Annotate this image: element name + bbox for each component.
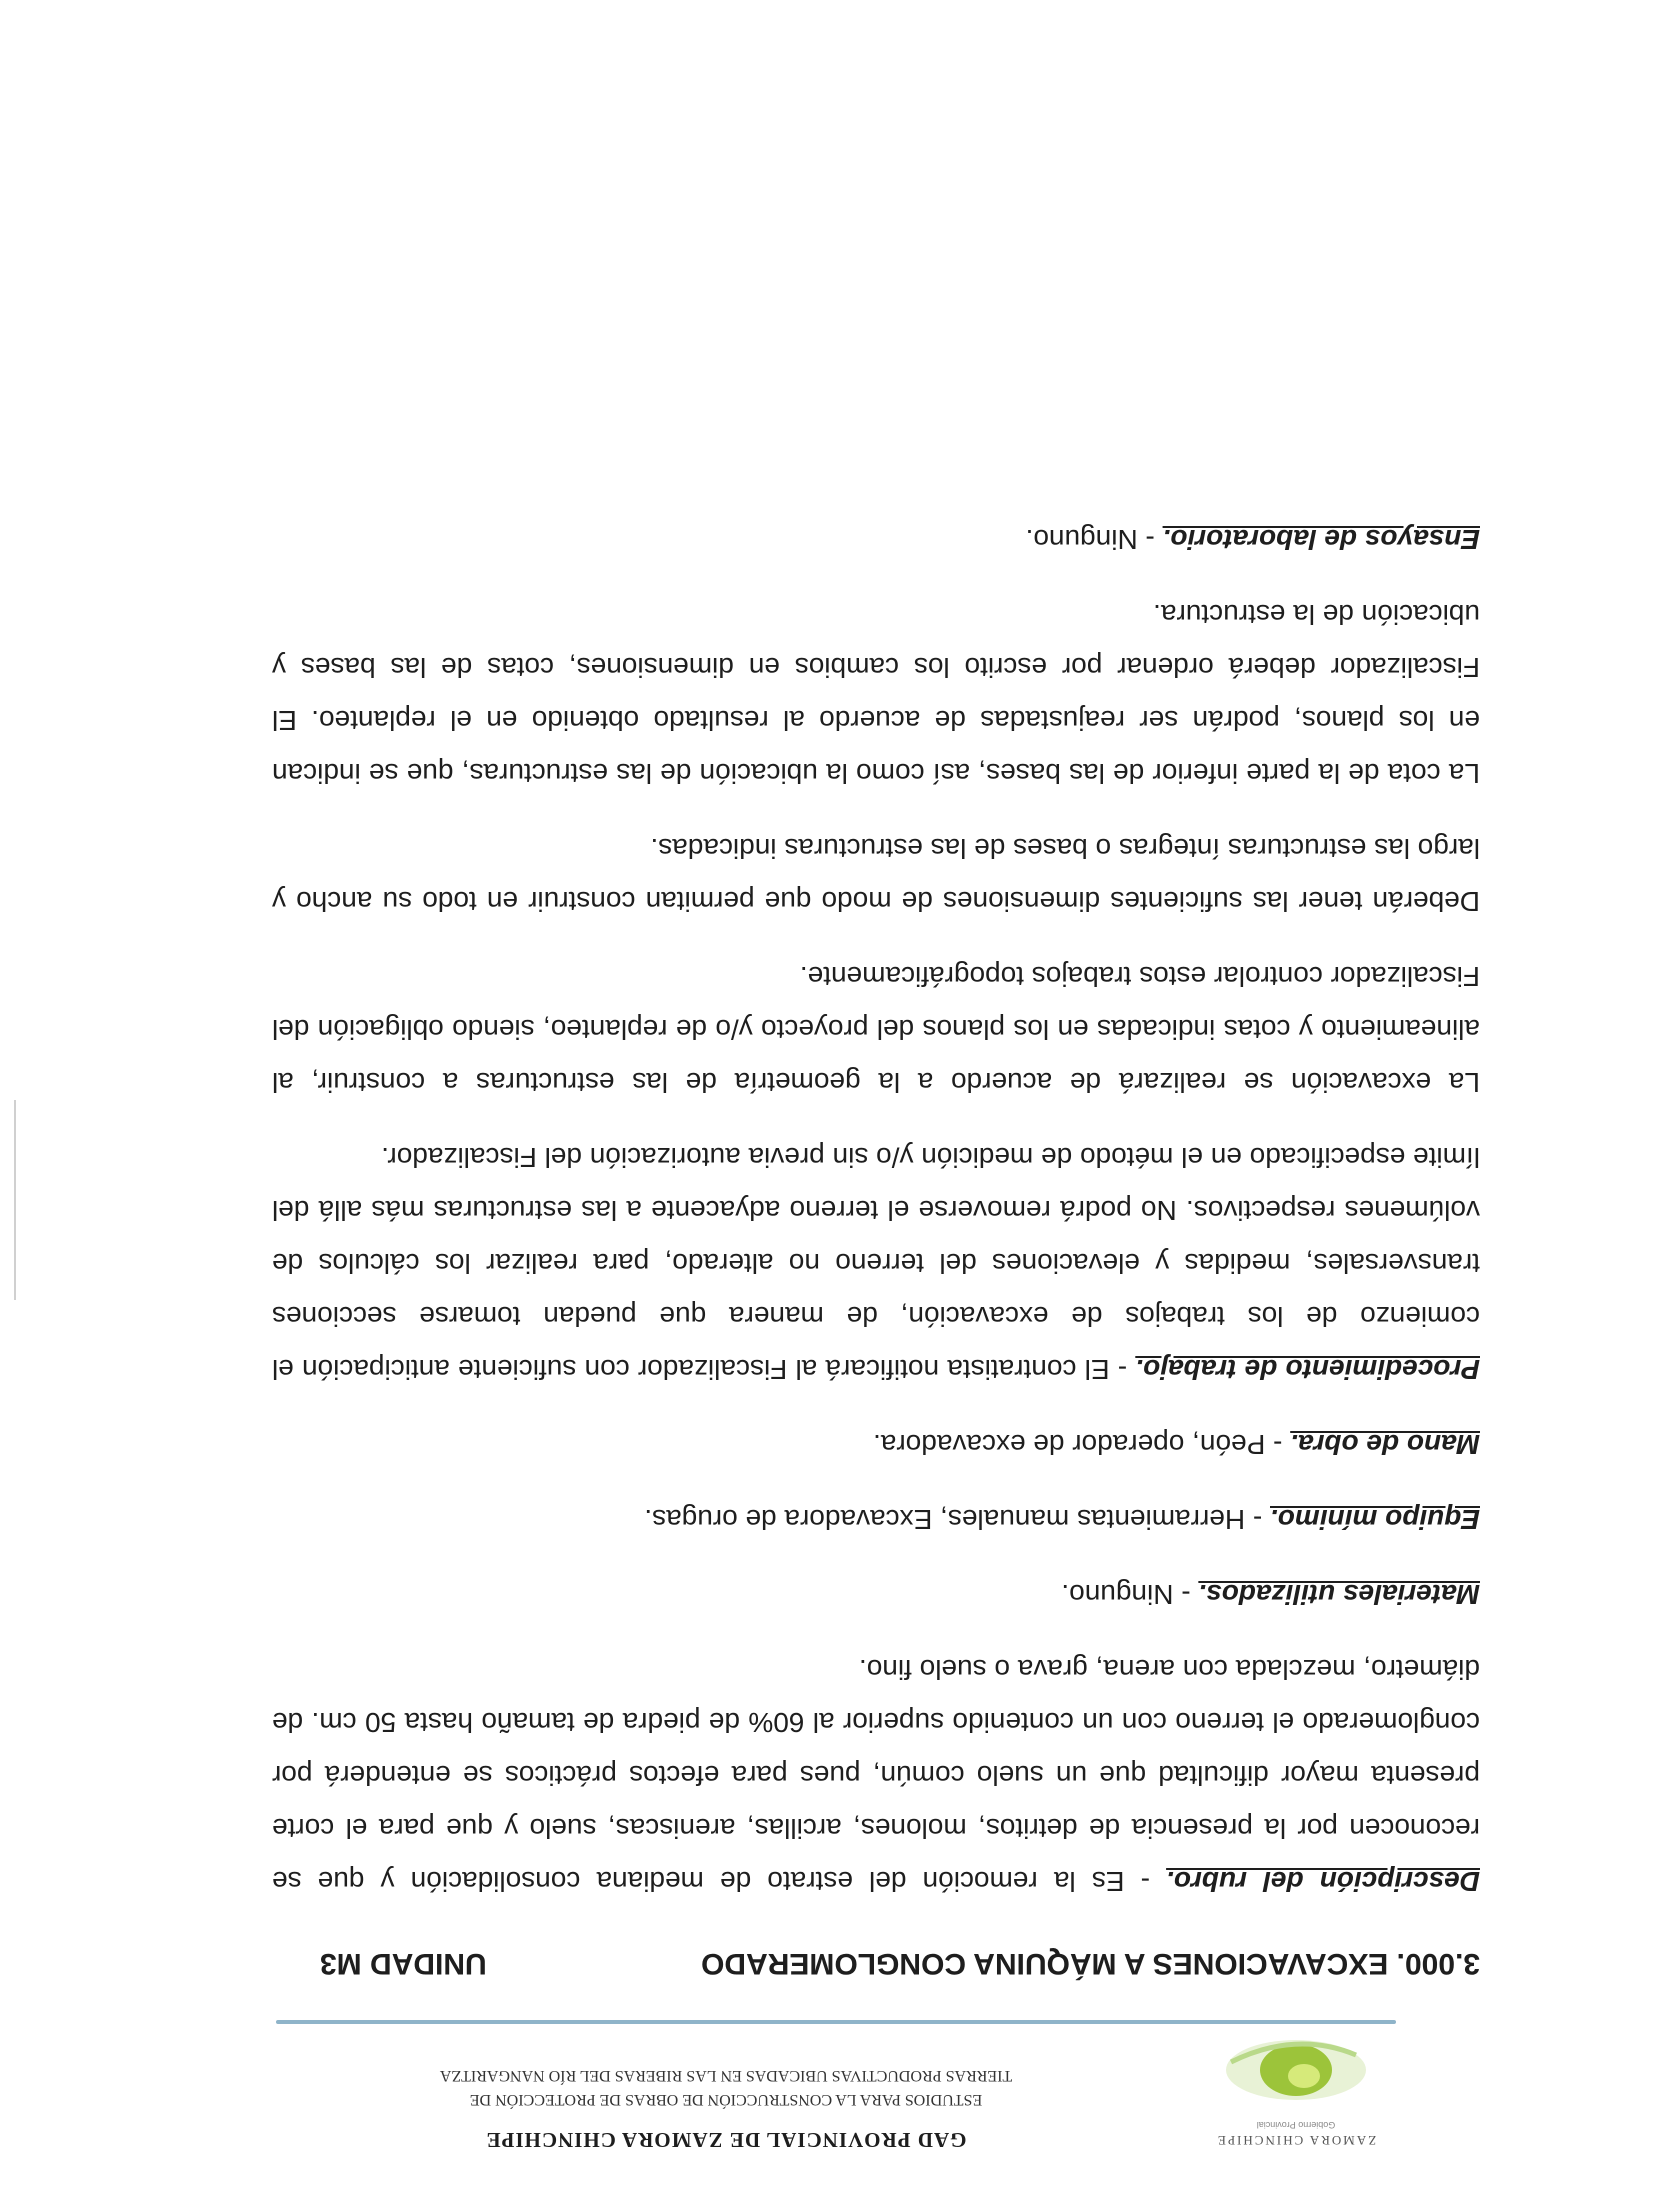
document-header (276, 2006, 1396, 2156)
paragraph-mano-de-obra (272, 1418, 1480, 1471)
text-materiales: - Ninguno. (1061, 1579, 1199, 1610)
paragraph-equipo (272, 1493, 1480, 1546)
project-title-line-1: ESTUDIOS PARA LA CONSTRUCCIÓN DE OBRAS DE PROTECCIÓN DE (469, 2091, 983, 2108)
label-materiales: Materiales utilizados. (1198, 1579, 1480, 1610)
scan-artifact (14, 1100, 16, 1300)
logo-subtitle: Gobierno Provincial (1256, 2120, 1336, 2130)
organization-name: GAD PROVINCIAL DE ZAMORA CHINCHIPE (485, 2128, 967, 2152)
paragraph-materiales (272, 1568, 1480, 1621)
text-ensayos: - Ninguno. (1025, 524, 1163, 555)
logo-title: ZAMORA CHINCHIPE (1215, 2133, 1377, 2148)
label-mano-de-obra: Mano de obra. (1290, 1429, 1480, 1460)
paragraph-procedimiento (272, 1131, 1480, 1396)
paragraph-dimensiones: Deberán tener las suficientes dimensiones de modo que permitan construir en todo su ancho y largo las estructuras íntegras o bases de las estructuras indicadas. (272, 833, 1480, 917)
section-heading (272, 1930, 1480, 1990)
text-equipo: - Herramientas manuales, Excavadora de orugas. (644, 1504, 1270, 1535)
section-title: 3.000. EXCAVACIONES A MÁQUINA CONGLOMERADO (701, 1947, 1480, 1980)
project-title-line-2: TIERRAS PRODUCTIVAS UBICADAS EN LAS RIBERAS DEL RÍO NANGARITZA (439, 2067, 1013, 2084)
paragraph-ensayos (272, 513, 1480, 566)
label-descripcion: Descripción del rubro. (1166, 1866, 1480, 1897)
paragraph-descripcion (272, 1643, 1480, 1908)
section-unit: UNIDAD M3 (320, 1947, 487, 1980)
text-descripcion: - Es la remoción del estrato de mediana consolidación y que se reconocen por la presencia de detritos, molones, arcillas, areniscas, suelo y que para el corte presenta mayor dificultad que un suelo común, pues para efectos prácticos se entenderá por conglomerado el terreno con un contenido superior al 60% de piedra de tamaño hasta 50 cm. de diámetro, mezclada con arena, grava o suelo fino. (271, 1654, 1480, 1897)
document-body (272, 491, 1480, 1990)
province-logo (1196, 2030, 1396, 2150)
text-mano-de-obra: - Peón, operador de excavadora. (873, 1429, 1291, 1460)
label-equipo: Equipo mínimo. (1270, 1504, 1480, 1535)
paragraph-excavacion: La excavación se realizará de acuerdo a la geometría de las estructuras a construir, al alineamiento y cotas indicadas en los planos del proyecto y/o de replanteo, siendo obligación del Fiscalizador controlar estos trabajos topográficamente. (272, 961, 1480, 1098)
label-ensayos: Ensayos de laboratorio. (1162, 524, 1480, 555)
paragraph-cota: La cota de la parte inferior de las bases, así como la ubicación de las estructuras, que se indican en los planos, podrán ser reajustadas de acuerdo al resultado obtenido en el replanteo. El Fiscalizador deberá ordenar por escrito los cambios en dimensiones, cotas de las bases y ubicación de la estructura. (272, 599, 1480, 789)
label-procedimiento: Procedimiento de trabajo. (1135, 1354, 1480, 1385)
header-divider (276, 2020, 1396, 2024)
text-procedimiento: - El contratista notificará al Fiscalizador con suficiente anticipación el comienzo de los trabajos de excavación, de manera que puedan tomarse secciones transversales, medidas y elevaciones del terreno no alterado, para realizar los cálculos de volúmenes respectivos. No podrá removerse el terreno adyacente a las estructuras más allá del límite especificado en el método de medición y/o sin previa autorización del Fiscalizador. (272, 1142, 1480, 1385)
